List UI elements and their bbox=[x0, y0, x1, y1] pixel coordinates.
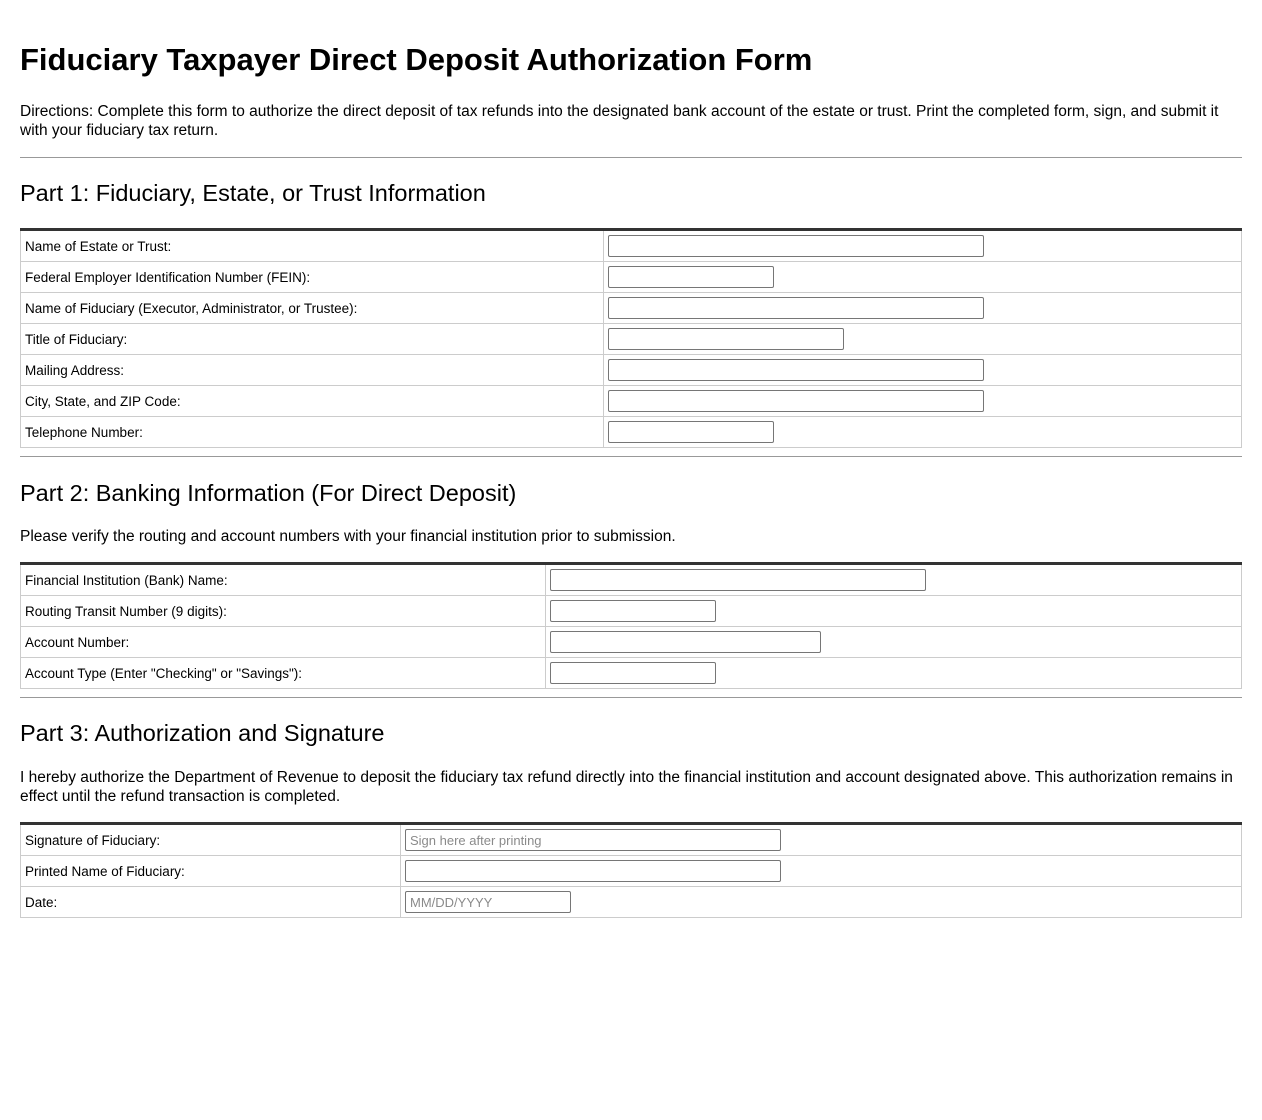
estate-name-label: Name of Estate or Trust: bbox=[21, 230, 604, 262]
signature-input[interactable] bbox=[405, 829, 781, 851]
bank-name-label: Financial Institution (Bank) Name: bbox=[21, 564, 546, 596]
account-type-cell bbox=[546, 658, 1242, 689]
part3-title: Part 3: Authorization and Signature bbox=[20, 720, 385, 746]
estate-name-cell bbox=[604, 230, 1242, 262]
fiduciary-name-label: Name of Fiduciary (Executor, Administrator, or Trustee): bbox=[21, 293, 604, 324]
mailing-address-label: Mailing Address: bbox=[21, 355, 604, 386]
divider bbox=[20, 456, 1242, 457]
signature-label: Signature of Fiduciary: bbox=[21, 824, 401, 856]
page-title: Fiduciary Taxpayer Direct Deposit Authorization Form bbox=[20, 42, 813, 77]
mailing-address-input[interactable] bbox=[608, 359, 984, 381]
mailing-address-cell bbox=[604, 355, 1242, 386]
part3-table bbox=[20, 822, 1242, 918]
part2-table bbox=[20, 562, 1242, 689]
table-row bbox=[21, 293, 1242, 324]
fiduciary-name-cell bbox=[604, 293, 1242, 324]
account-type-input[interactable] bbox=[550, 662, 716, 684]
part1-title: Part 1: Fiduciary, Estate, or Trust Information bbox=[20, 180, 486, 206]
bank-name-input[interactable] bbox=[550, 569, 926, 591]
account-number-cell bbox=[546, 627, 1242, 658]
account-number-label: Account Number: bbox=[21, 627, 546, 658]
telephone-label: Telephone Number: bbox=[21, 417, 604, 448]
table-row bbox=[21, 355, 1242, 386]
date-input[interactable] bbox=[405, 891, 571, 913]
routing-number-input[interactable] bbox=[550, 600, 716, 622]
part2-intro: Please verify the routing and account numbers with your financial institution prior to submission. bbox=[20, 528, 676, 545]
fein-cell bbox=[604, 262, 1242, 293]
table-row bbox=[21, 887, 1242, 918]
account-number-input[interactable] bbox=[550, 631, 821, 653]
part2-title: Part 2: Banking Information (For Direct Deposit) bbox=[20, 480, 517, 506]
fein-input[interactable] bbox=[608, 266, 774, 288]
table-row bbox=[21, 596, 1242, 627]
divider bbox=[20, 157, 1242, 158]
fiduciary-title-cell bbox=[604, 324, 1242, 355]
account-type-label: Account Type (Enter "Checking" or "Savings"): bbox=[21, 658, 546, 689]
fiduciary-title-label: Title of Fiduciary: bbox=[21, 324, 604, 355]
city-state-zip-cell bbox=[604, 386, 1242, 417]
part3-intro: I hereby authorize the Department of Revenue to deposit the fiduciary tax refund directly into the financial institution and account designated above. This authorization remains in effect until the refund transaction is completed. bbox=[20, 769, 1233, 805]
telephone-input[interactable] bbox=[608, 421, 774, 443]
directions-text: Directions: Complete this form to authorize the direct deposit of tax refunds into the designated bank account of the estate or trust. Print the completed form, sign, and submit it with your fiduciary tax return. bbox=[20, 103, 1219, 139]
table-row bbox=[21, 856, 1242, 887]
fein-label: Federal Employer Identification Number (FEIN): bbox=[21, 262, 604, 293]
telephone-cell bbox=[604, 417, 1242, 448]
table-row bbox=[21, 417, 1242, 448]
estate-name-input[interactable] bbox=[608, 235, 984, 257]
printed-name-cell bbox=[401, 856, 1242, 887]
table-row bbox=[21, 262, 1242, 293]
table-row bbox=[21, 230, 1242, 262]
fiduciary-name-input[interactable] bbox=[608, 297, 984, 319]
table-row bbox=[21, 324, 1242, 355]
table-row bbox=[21, 658, 1242, 689]
table-row bbox=[21, 627, 1242, 658]
table-row bbox=[21, 564, 1242, 596]
printed-name-label: Printed Name of Fiduciary: bbox=[21, 856, 401, 887]
city-state-zip-input[interactable] bbox=[608, 390, 984, 412]
date-cell bbox=[401, 887, 1242, 918]
routing-number-cell bbox=[546, 596, 1242, 627]
part1-table bbox=[20, 228, 1242, 448]
fiduciary-title-input[interactable] bbox=[608, 328, 844, 350]
divider bbox=[20, 697, 1242, 698]
printed-name-input[interactable] bbox=[405, 860, 781, 882]
signature-cell bbox=[401, 824, 1242, 856]
routing-number-label: Routing Transit Number (9 digits): bbox=[21, 596, 546, 627]
date-label: Date: bbox=[21, 887, 401, 918]
table-row bbox=[21, 824, 1242, 856]
city-state-zip-label: City, State, and ZIP Code: bbox=[21, 386, 604, 417]
table-row bbox=[21, 386, 1242, 417]
bank-name-cell bbox=[546, 564, 1242, 596]
